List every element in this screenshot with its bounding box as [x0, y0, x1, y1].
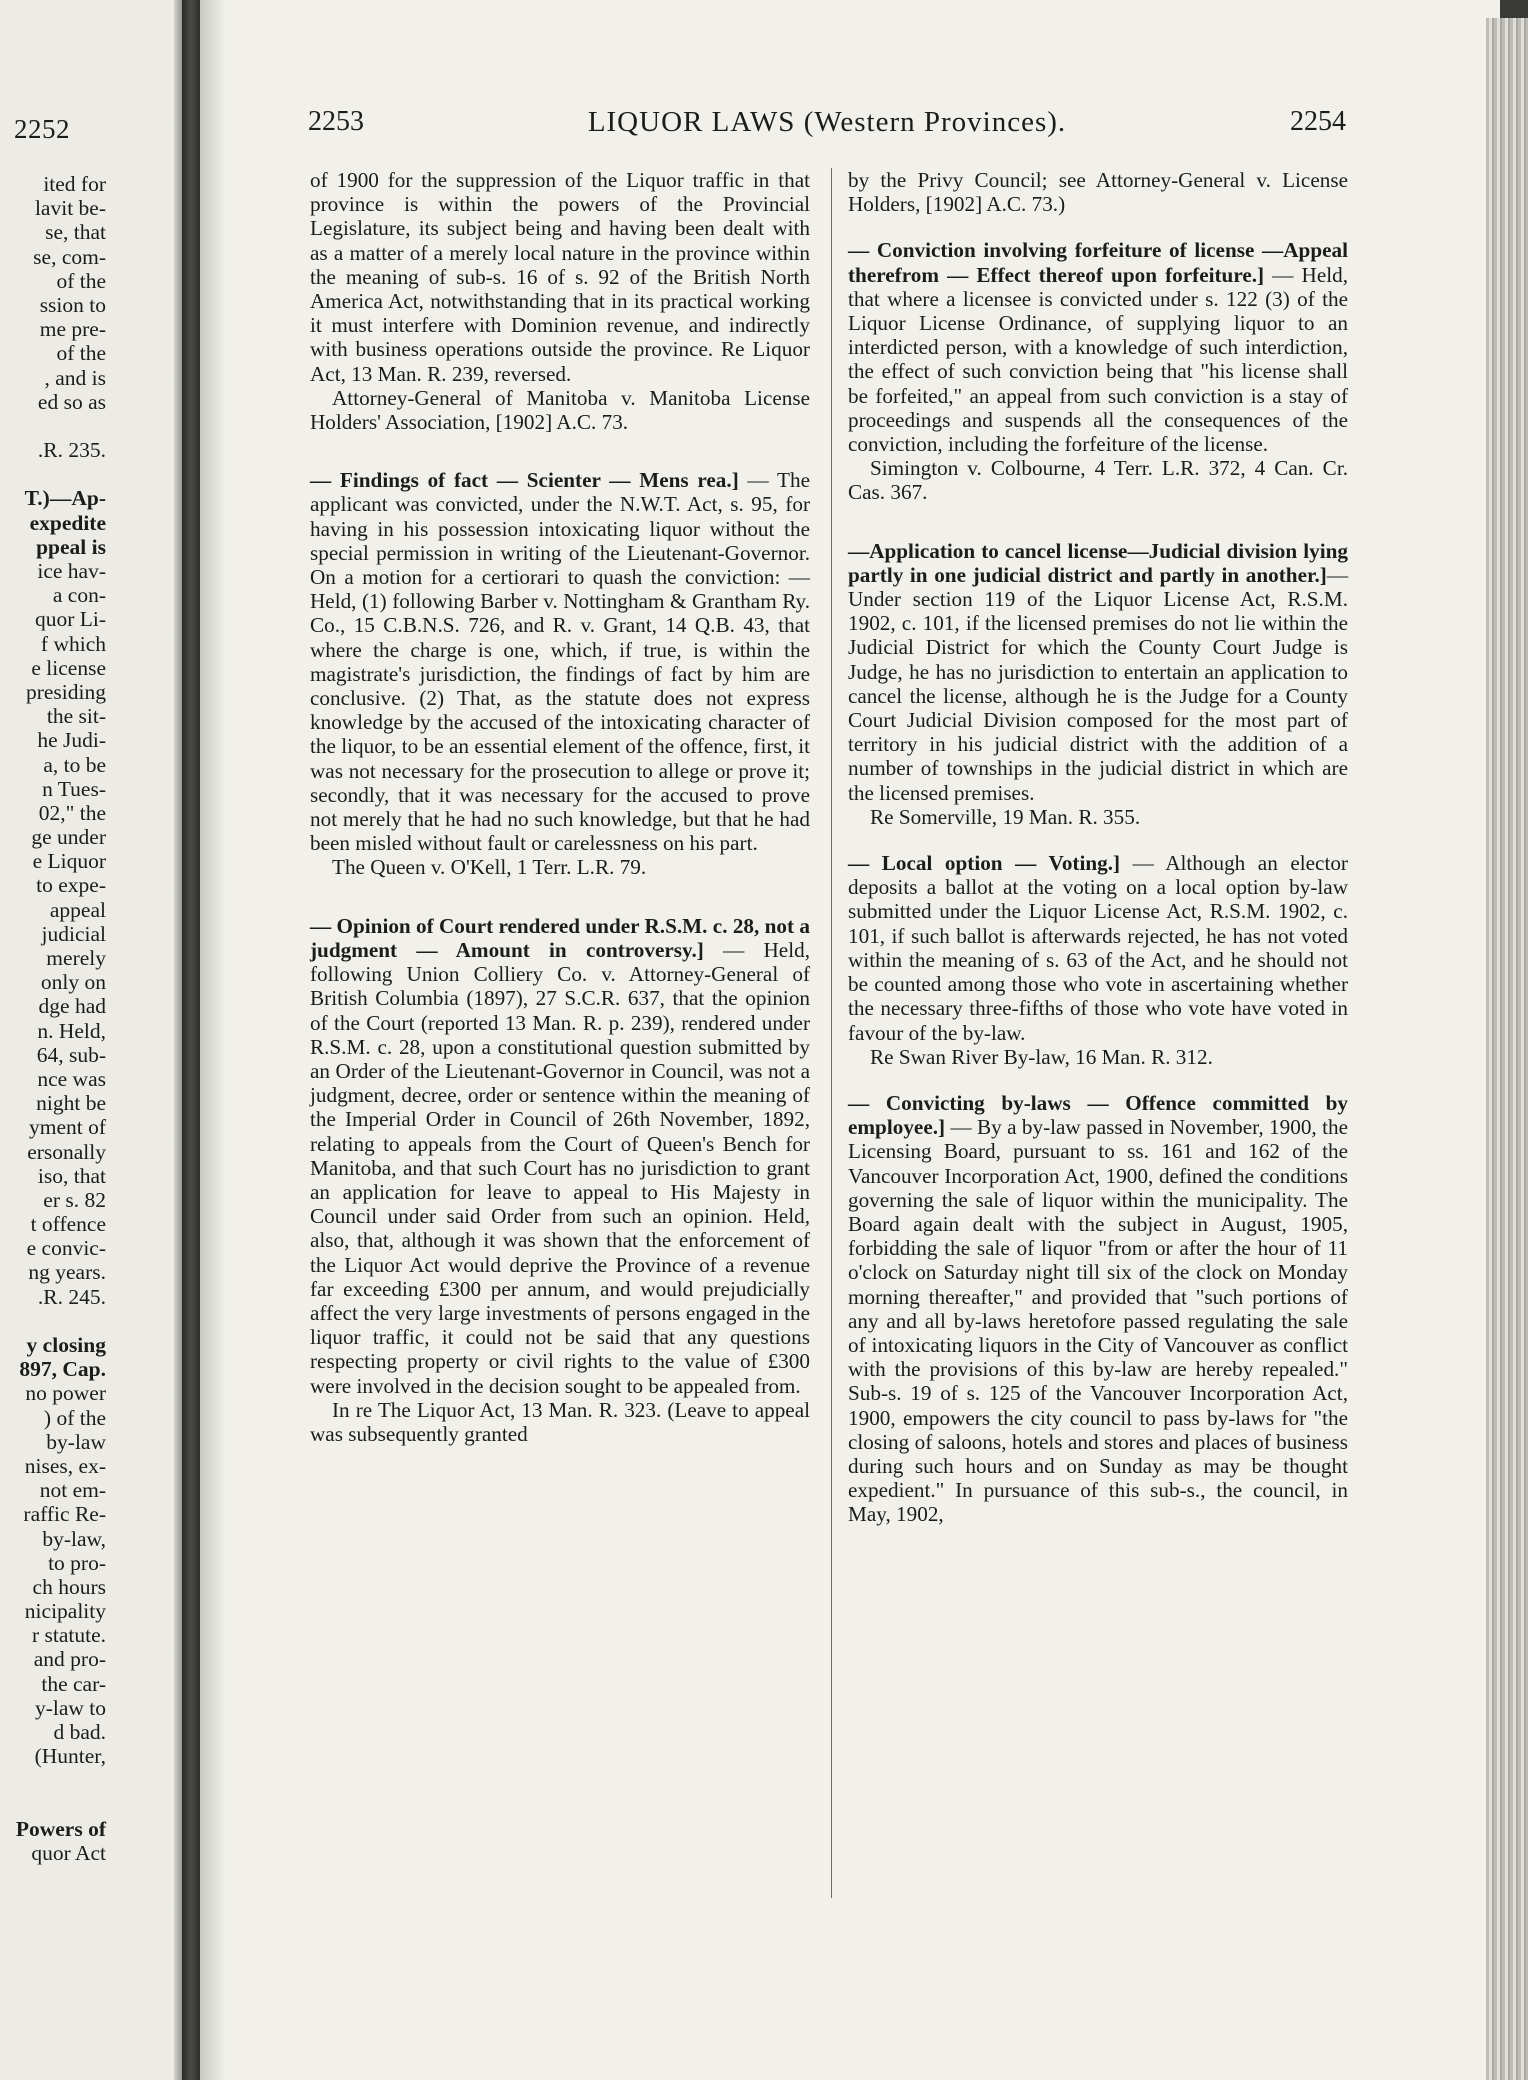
right-column: [848, 168, 1348, 1549]
entry-heading: — Opinion of Court rendered under R.S.M. c. 28, not a judgment — Amount in controversy.]: [310, 913, 810, 962]
left-page-fragment: appeal: [49, 897, 106, 922]
entry-opinion-of-court: [310, 914, 810, 1446]
entry-continued: [310, 168, 810, 434]
left-page-fragment: not em-: [39, 1478, 106, 1503]
left-page-fragment: Powers of: [15, 1816, 106, 1841]
entry-heading: — Conviction involving forfeiture of license —Appeal therefrom — Effect thereof upon forfeiture.]: [848, 238, 1348, 287]
entry-citation: Attorney-General of Manitoba v. Manitoba License Holders' Association, [1902] A.C. 73.: [310, 385, 810, 435]
left-page-fragment: quor Act: [31, 1840, 106, 1865]
left-page-fragment: ssion to: [39, 292, 106, 317]
left-page-fragment: ng years.: [28, 1260, 106, 1285]
left-page-fragment: dge had: [38, 994, 106, 1019]
left-page-fragment: nicipality: [24, 1599, 106, 1624]
left-page-fragment: (Hunter,: [34, 1744, 106, 1769]
entry-body: — Held, that where a licensee is convicted under s. 122 (3) of the Liquor License Ordinance, of supplying liquor to an interdicted person, with a knowledge of such interdiction, the effect of such conviction being that "his license shall be forfeited," an appeal from such conviction is a stay of proceedings and suspends all the consequences of the conviction, including the forfeiture of the license.: [848, 262, 1348, 457]
left-page-fragment: nises, ex-: [24, 1453, 106, 1478]
left-page-fragment: , and is: [44, 365, 106, 390]
entry-citation: Re Swan River By-law, 16 Man. R. 312.: [870, 1044, 1213, 1069]
left-page-fragment: se, com-: [33, 244, 106, 269]
left-page-fragment: ) of the: [43, 1405, 106, 1430]
entry-heading: — Findings of fact — Scienter — Mens rea.]: [310, 468, 739, 493]
left-page-gap: [0, 414, 106, 438]
left-page-fragment: by-law: [46, 1429, 106, 1454]
left-page-fragment: night be: [36, 1091, 106, 1116]
left-page-fragment: 897, Cap.: [19, 1357, 106, 1382]
entry-citation: In re The Liquor Act, 13 Man. R. 323. (Leave to appeal was subsequently granted: [310, 1397, 810, 1446]
left-page-fragment: .R. 235.: [37, 438, 106, 463]
left-page-fragment: presiding: [25, 679, 106, 704]
left-page-fragment: e convic-: [26, 1236, 106, 1261]
left-page-fragment: ppeal is: [36, 534, 106, 559]
left-column: [310, 168, 810, 1468]
entry-body: by the Privy Council; see Attorney-General v. License Holders, [1902] A.C. 73.): [848, 168, 1348, 217]
left-page-fragment: e license: [31, 655, 106, 680]
page-number-right: 2254: [1290, 106, 1346, 137]
running-title: LIQUOR LAWS (Western Provinces).: [587, 106, 1067, 138]
entry-citation: Simington v. Colbourne, 4 Terr. L.R. 372, 4 Can. Cr. Cas. 367.: [848, 456, 1348, 505]
left-page-fragment: and pro-: [33, 1647, 106, 1672]
left-page-fragment: by-law,: [42, 1526, 106, 1551]
entry-body: — By a by-law passed in November, 1900, the Licensing Board, pursuant to ss. 161 and 162 of the Vancouver Incorporation Act, 1900, defined the conditions governing the sale of liquor within the municipality. The Board again dealt with the subject in August, 1905, forbidding the sale of liquor "from or after the hour of 11 o'clock on Saturday night till six of the clock on Monday morning thereafter," and provided that "such portions of any and all by-laws heretofore passed regulating the sale of intoxicating liquors in the City of Vancouver as conflict with the provisions of this by-law are hereby repealed." Sub-s. 19 of s. 125 of the Vancouver Incorporation Act, 1900, empowers the city council to pass by-laws for "the closing of saloons, hotels and stores and places of business during such hours and on Sunday as may be thought expedient." In pursuance of this sub-s., the council, in May, 1902,: [848, 1115, 1348, 1527]
left-page-fragment: y closing: [26, 1333, 106, 1357]
left-facing-page: [0, 0, 182, 2080]
left-page-fragment: lavit be-: [34, 196, 106, 221]
book-gutter: [182, 0, 200, 2080]
left-page-fragment: f which: [40, 631, 106, 656]
left-page-fragment: raffic Re-: [23, 1502, 106, 1527]
left-page-fragment: no power: [25, 1381, 106, 1406]
left-page-fragment: ch hours: [32, 1574, 106, 1599]
left-page-fragment: T.)—Ap-: [24, 486, 106, 511]
left-page-fragment: merely: [46, 946, 106, 970]
entry-body: — The applicant was convicted, under the N.W.T. Act, s. 95, for having in his possession intoxicating liquor without the special permission in writing of the Lieutenant-Governor. On a motion for a certiorari to quash the conviction: — Held, (1) following Barber v. Nottingham & Grantham Ry. Co., 15 C.B.N.S. 726, and R. v. Grant, 14 Q.B. 43, that where the charge is one, which, if true, is within the magistrate's jurisdiction, the findings of fact by him are conclusive. (2) That, as the statute does not express knowledge by the accused of the intoxicating character of the liquor, to be an essential element of the offence, first, it was not necessary for the prosecution to allege or prove it; secondly, that it was necessary for the accused to prove not merely that he had no such knowledge, but that he had been misled without fault or carelessness on his part.: [310, 468, 810, 856]
left-page-fragment: ited for: [43, 172, 106, 196]
left-page-column-fragments: [0, 172, 106, 1865]
entry-citation: The Queen v. O'Kell, 1 Terr. L.R. 79.: [332, 855, 647, 880]
left-page-gap: [0, 1768, 106, 1792]
left-page-fragment: me pre-: [39, 317, 106, 342]
left-page-fragment: the car-: [41, 1671, 106, 1696]
left-page-gap: [0, 462, 106, 486]
left-page-fragment: n. Held,: [37, 1018, 106, 1043]
left-page-fragment: 64, sub-: [36, 1042, 106, 1067]
entry-application-to-cancel: [848, 539, 1348, 829]
left-page-fragment: .R. 245.: [37, 1284, 106, 1309]
entry-heading: — Convicting by-laws — Offence committed by employee.]: [848, 1090, 1348, 1140]
left-page-fragment: to expe-: [36, 873, 106, 898]
left-page-fragment: ersonally: [27, 1139, 106, 1164]
left-page-fragment: e Liquor: [32, 849, 106, 874]
entry-heading: —Application to cancel license—Judicial division lying partly in one judicial district and partly in another.]: [848, 538, 1348, 587]
left-page-fragment: iso, that: [37, 1163, 106, 1188]
running-header: [308, 106, 1346, 146]
entry-body: —Under section 119 of the Liquor License Act, R.S.M. 1902, c. 101, if the licensed premises do not lie within the Judicial District for which the County Court Judge is Judge, he has no jurisdiction to entertain an application to cancel the license, although he is the Judge for a County Court Judicial Division composed for the most part of territory in his judicial district with the addition of a number of townships in the judicial district in which are the licensed premises.: [848, 562, 1348, 805]
left-page-fragment: n Tues-: [42, 776, 106, 801]
left-page-fragment: a, to be: [43, 752, 106, 777]
entry-continued: [848, 168, 1348, 216]
left-page-fragment: nce was: [37, 1066, 106, 1091]
left-page-fragment: r statute.: [31, 1623, 106, 1648]
left-page-fragment: se, that: [45, 220, 106, 245]
entry-heading: — Local option — Voting.]: [848, 851, 1121, 876]
page-shade: [200, 0, 226, 2080]
entry-findings-of-fact: [310, 468, 810, 879]
entry-citation: Re Somerville, 19 Man. R. 355.: [870, 804, 1141, 829]
left-page-fragment: of the: [56, 341, 106, 366]
left-page-fragment: judicial: [41, 921, 106, 946]
page-number-left: 2253: [308, 106, 364, 137]
entry-conviction-forfeiture: [848, 238, 1348, 504]
left-page-fragment: t offence: [30, 1212, 106, 1237]
column-divider: [831, 168, 832, 1898]
left-page-fragment: expedite: [29, 510, 106, 535]
left-page-fragment: er s. 82: [43, 1187, 106, 1212]
page-edge-strips: [1486, 18, 1528, 2080]
left-page-fragment: ice hav-: [37, 559, 106, 583]
left-page-fragment: he Judi-: [37, 728, 106, 753]
left-page-fragment: ge under: [31, 825, 106, 850]
left-page-fragment: a con-: [52, 583, 106, 608]
left-page-fragment: ed so as: [37, 389, 106, 414]
left-page-fold: [174, 0, 182, 2080]
left-page-number: 2252: [14, 114, 70, 144]
entry-body: — Held, following Union Colliery Co. v. Attorney-General of British Columbia (1897), 27 S.C.R. 637, that the opinion of the Court (reported 13 Man. R. p. 239), rendered under R.S.M. c. 28, upon a constitutional question submitted by an Order of the Lieutenant-Governor in Council, was not a judgment, decree, order or sentence within the meaning of the Imperial Order in Council of 26th November, 1892, relating to appeals from the Court of Queen's Bench for Manitoba, and that such Court has no jurisdiction to grant an application for leave to appeal to His Majesty in Council under said Order from such an opinion. Held, also, that, although it was shown that the enforcement of the Liquor Act would deprive the Province of a revenue far exceeding £300 per annum, and would prejudicially affect the very large investments of persons engaged in the liquor traffic, it could not be said that any questions respecting property or civil rights to the value of £300 were involved in the decision sought to be appealed from.: [310, 937, 810, 1398]
left-page-fragment: the sit-: [46, 704, 106, 729]
left-page-fragment: to pro-: [48, 1550, 106, 1575]
left-page-fragment: quor Li-: [34, 607, 106, 632]
entry-body: — Although an elector deposits a ballot at the voting on a local option by-law submitted under the Liquor License Act, R.S.M. 1902, c. 101, if such ballot is afterwards rejected, he has not voted within the meaning of s. 63 of the Act, and he should not be counted among those who vote in ascertaining whether the necessary three-fifths of those who vote have voted in favour of the by-law.: [848, 851, 1348, 1045]
left-page-fragment: d bad.: [53, 1720, 106, 1744]
left-page-fragment: y-law to: [34, 1695, 106, 1720]
left-page-gap: [0, 1309, 106, 1333]
entry-body: of 1900 for the suppression of the Liquor traffic in that province is within the powers of the Provincial Legislature, its subject being and having been dealt with as a matter of a merely local nature in the province within the meaning of sub-s. 16 of s. 92 of the British North America Act, notwithstanding that in its practical working it must interfere with Dominion revenue, and indirectly with business operations outside the province. Re Liquor Act, 13 Man. R. 239, reversed.: [310, 168, 810, 386]
left-page-gap: [0, 1793, 106, 1817]
left-page-fragment: only on: [40, 970, 106, 995]
entry-local-option: [848, 851, 1348, 1069]
entry-convicting-by-laws: [848, 1091, 1348, 1527]
left-page-fragment: of the: [56, 268, 106, 293]
left-page-fragment: 02," the: [38, 800, 106, 825]
left-page-fragment: yment of: [28, 1115, 106, 1140]
